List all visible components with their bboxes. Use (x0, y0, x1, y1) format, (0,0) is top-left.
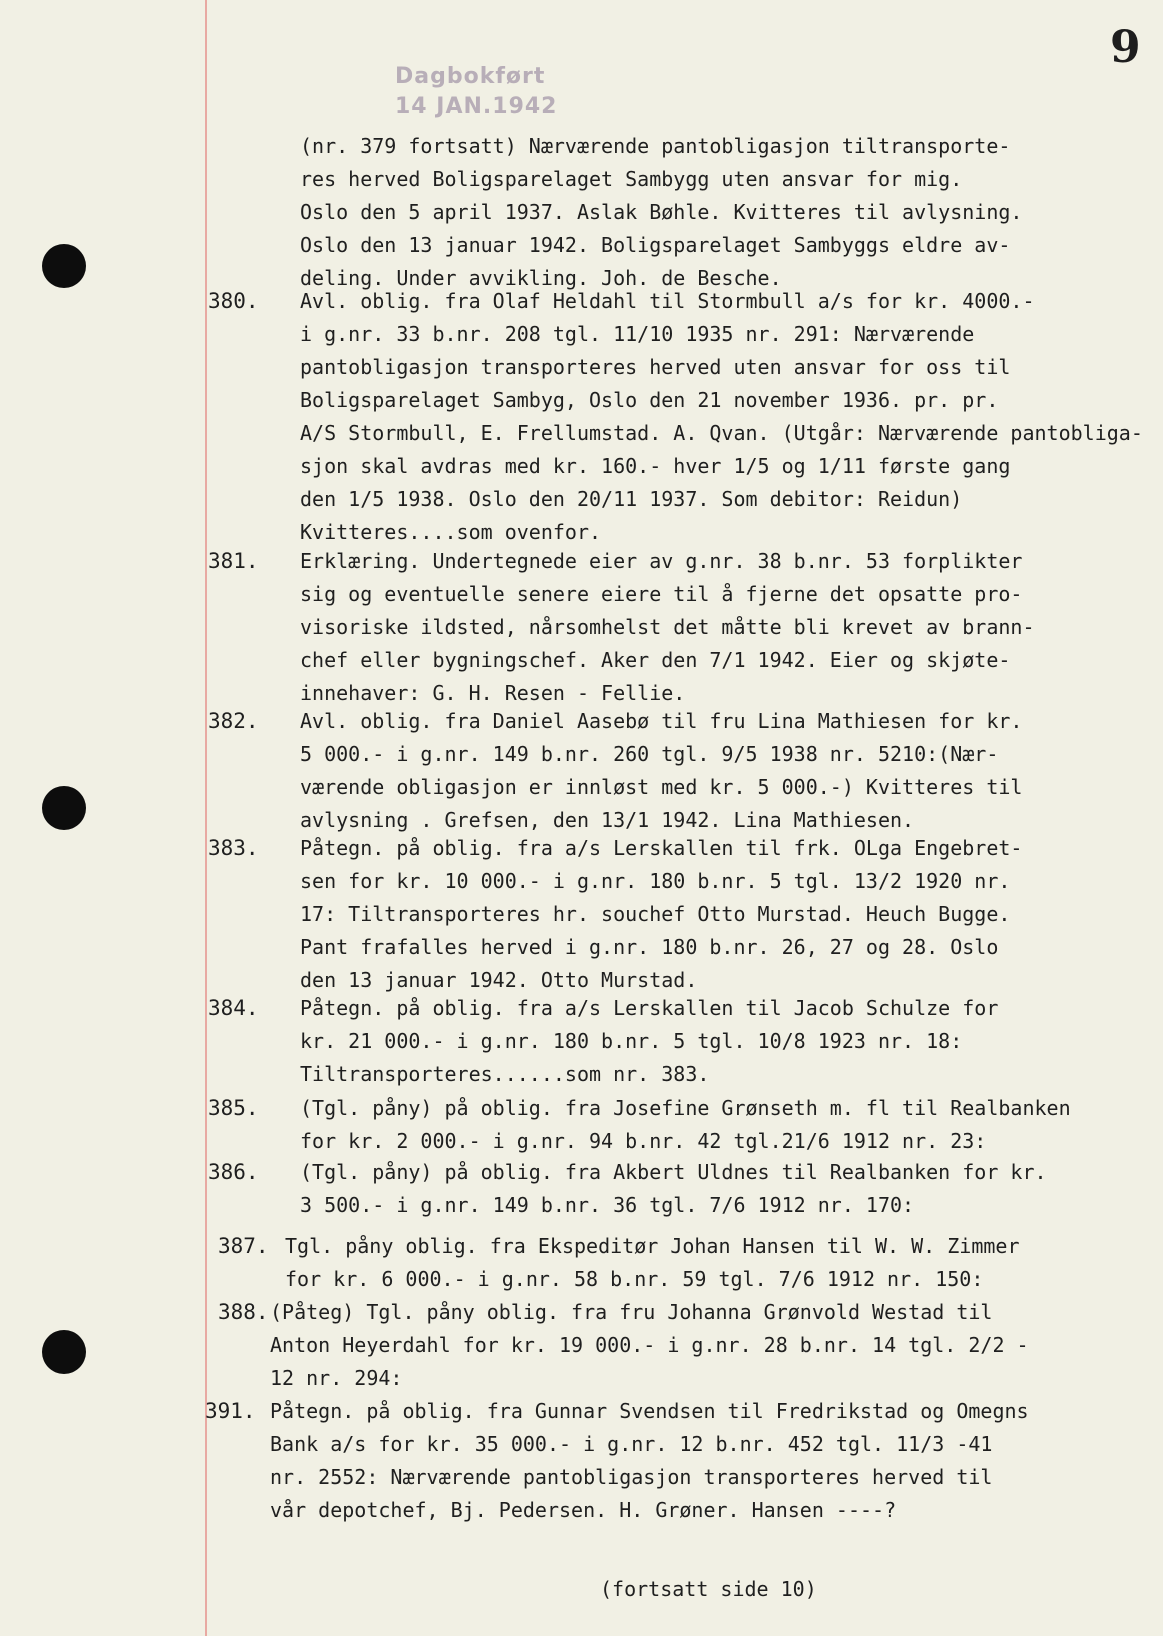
entry-number: 388. (218, 1300, 269, 1324)
entry-line: for kr. 6 000.- i g.nr. 58 b.nr. 59 tgl. 7/6 1912 nr. 150: (285, 1267, 984, 1291)
entry-text (300, 130, 1150, 295)
entry-number: 391. (205, 1399, 256, 1423)
entry-line: avlysning . Grefsen, den 13/1 1942. Lina Mathiesen. (300, 808, 915, 832)
entry-line: Bank a/s for kr. 35 000.- i g.nr. 12 b.nr. 452 tgl. 11/3 -41 (270, 1432, 993, 1456)
entry-number: 382. (208, 709, 259, 733)
entry-line: nr. 2552: Nærværende pantobligasjon transporteres herved til (270, 1465, 993, 1489)
entry-line: Oslo den 13 januar 1942. Boligsparelaget Sambyggs eldre av- (300, 233, 1011, 257)
entry-line: 5 000.- i g.nr. 149 b.nr. 260 tgl. 9/5 1938 nr. 5210:(Nær- (300, 742, 999, 766)
entry-text (300, 832, 1150, 997)
entry-text (285, 1230, 1150, 1296)
entry-line: deling. Under avvikling. Joh. de Besche. (300, 266, 782, 290)
entry-number: 380. (208, 289, 259, 313)
punch-hole (42, 786, 86, 830)
entry-number: 387. (218, 1234, 269, 1258)
entry-line: 17: Tiltransporteres hr. souchef Otto Murstad. Heuch Bugge. (300, 902, 1011, 926)
punch-hole (42, 244, 86, 288)
entry-text (270, 1395, 1150, 1527)
stamp-line2: 14 JAN.1942 (395, 94, 558, 119)
entry-line: res herved Boligsparelaget Sambygg uten ansvar for mig. (300, 167, 963, 191)
entry-line: Anton Heyerdahl for kr. 19 000.- i g.nr. 28 b.nr. 14 tgl. 2/2 - (270, 1333, 1029, 1357)
entry-text (270, 1296, 1150, 1395)
entry-text (300, 705, 1150, 837)
entry-line: sen for kr. 10 000.- i g.nr. 180 b.nr. 5 tgl. 13/2 1920 nr. (300, 869, 1011, 893)
entry-line: værende obligasjon er innløst med kr. 5 000.-) Kvitteres til (300, 775, 1023, 799)
entry-line: vår depotchef, Bj. Pedersen. H. Grøner. Hansen ----? (270, 1498, 897, 1522)
entry-line: pantobligasjon transporteres herved uten ansvar for oss til (300, 355, 1011, 379)
entry-line: innehaver: G. H. Resen - Fellie. (300, 681, 686, 705)
entry-number: 381. (208, 549, 259, 573)
entry-line: A/S Stormbull, E. Frellumstad. A. Qvan. (Utgår: Nærværende pantobliga- (300, 421, 1143, 445)
entry-line: Påtegn. på oblig. fra Gunnar Svendsen til Fredrikstad og Omegns (270, 1399, 1029, 1423)
entry-line: Kvitteres....som ovenfor. (300, 520, 602, 544)
margin-rule (205, 0, 207, 1636)
continuation-note: (fortsatt side 10) (600, 1577, 817, 1601)
entry-number: 383. (208, 836, 259, 860)
entry-line: sjon skal avdras med kr. 160.- hver 1/5 og 1/11 første gang (300, 454, 1011, 478)
date-stamp (395, 62, 558, 122)
entry-line: Påtegn. på oblig. fra a/s Lerskallen til Jacob Schulze for (300, 996, 999, 1020)
entry-line: chef eller bygningschef. Aker den 7/1 1942. Eier og skjøte- (300, 648, 1011, 672)
entry-line: (nr. 379 fortsatt) Nærværende pantobligasjon tiltransporte- (300, 134, 1011, 158)
entry-line: (Tgl. påny) på oblig. fra Josefine Grønseth m. fl til Realbanken (300, 1096, 1071, 1120)
entry-line: (Påteg) Tgl. påny oblig. fra fru Johanna Grønvold Westad til (270, 1300, 993, 1324)
entry-line: kr. 21 000.- i g.nr. 180 b.nr. 5 tgl. 10/8 1923 nr. 18: (300, 1029, 963, 1053)
entry-line: Pant frafalles herved i g.nr. 180 b.nr. 26, 27 og 28. Oslo (300, 935, 999, 959)
entry-text (300, 545, 1150, 710)
entry-text (300, 1092, 1150, 1158)
entry-line: (Tgl. påny) på oblig. fra Akbert Uldnes til Realbanken for kr. (300, 1160, 1047, 1184)
entry-text (300, 285, 1150, 549)
page-number: 9 (1110, 22, 1141, 73)
entry-number: 384. (208, 996, 259, 1020)
entry-text (300, 1156, 1150, 1222)
punch-hole (42, 1330, 86, 1374)
entry-line: Avl. oblig. fra Daniel Aasebø til fru Lina Mathiesen for kr. (300, 709, 1023, 733)
entry-line: Påtegn. på oblig. fra a/s Lerskallen til frk. OLga Engebret- (300, 836, 1023, 860)
entry-text (300, 992, 1150, 1091)
entry-line: 3 500.- i g.nr. 149 b.nr. 36 tgl. 7/6 1912 nr. 170: (300, 1193, 915, 1217)
entry-line: Oslo den 5 april 1937. Aslak Bøhle. Kvitteres til avlysning. (300, 200, 1023, 224)
entry-line: 12 nr. 294: (270, 1366, 403, 1390)
entry-number: 385. (208, 1096, 259, 1120)
entry-line: Erklæring. Undertegnede eier av g.nr. 38 b.nr. 53 forplikter (300, 549, 1023, 573)
entry-line: for kr. 2 000.- i g.nr. 94 b.nr. 42 tgl.21/6 1912 nr. 23: (300, 1129, 987, 1153)
entry-number: 386. (208, 1160, 259, 1184)
entry-line: den 13 januar 1942. Otto Murstad. (300, 968, 698, 992)
entry-line: sig og eventuelle senere eiere til å fjerne det opsatte pro- (300, 582, 1023, 606)
stamp-line1: Dagbokført (395, 64, 546, 89)
entry-line: visoriske ildsted, nårsomhelst det måtte bli krevet av brann- (300, 615, 1035, 639)
entry-line: den 1/5 1938. Oslo den 20/11 1937. Som debitor: Reidun) (300, 487, 963, 511)
entry-line: Avl. oblig. fra Olaf Heldahl til Stormbull a/s for kr. 4000.- (300, 289, 1035, 313)
entry-line: Tgl. påny oblig. fra Ekspeditør Johan Hansen til W. W. Zimmer (285, 1234, 1020, 1258)
entry-line: Boligsparelaget Sambyg, Oslo den 21 november 1936. pr. pr. (300, 388, 999, 412)
entry-line: i g.nr. 33 b.nr. 208 tgl. 11/10 1935 nr. 291: Nærværende (300, 322, 975, 346)
entry-line: Tiltransporteres......som nr. 383. (300, 1062, 710, 1086)
